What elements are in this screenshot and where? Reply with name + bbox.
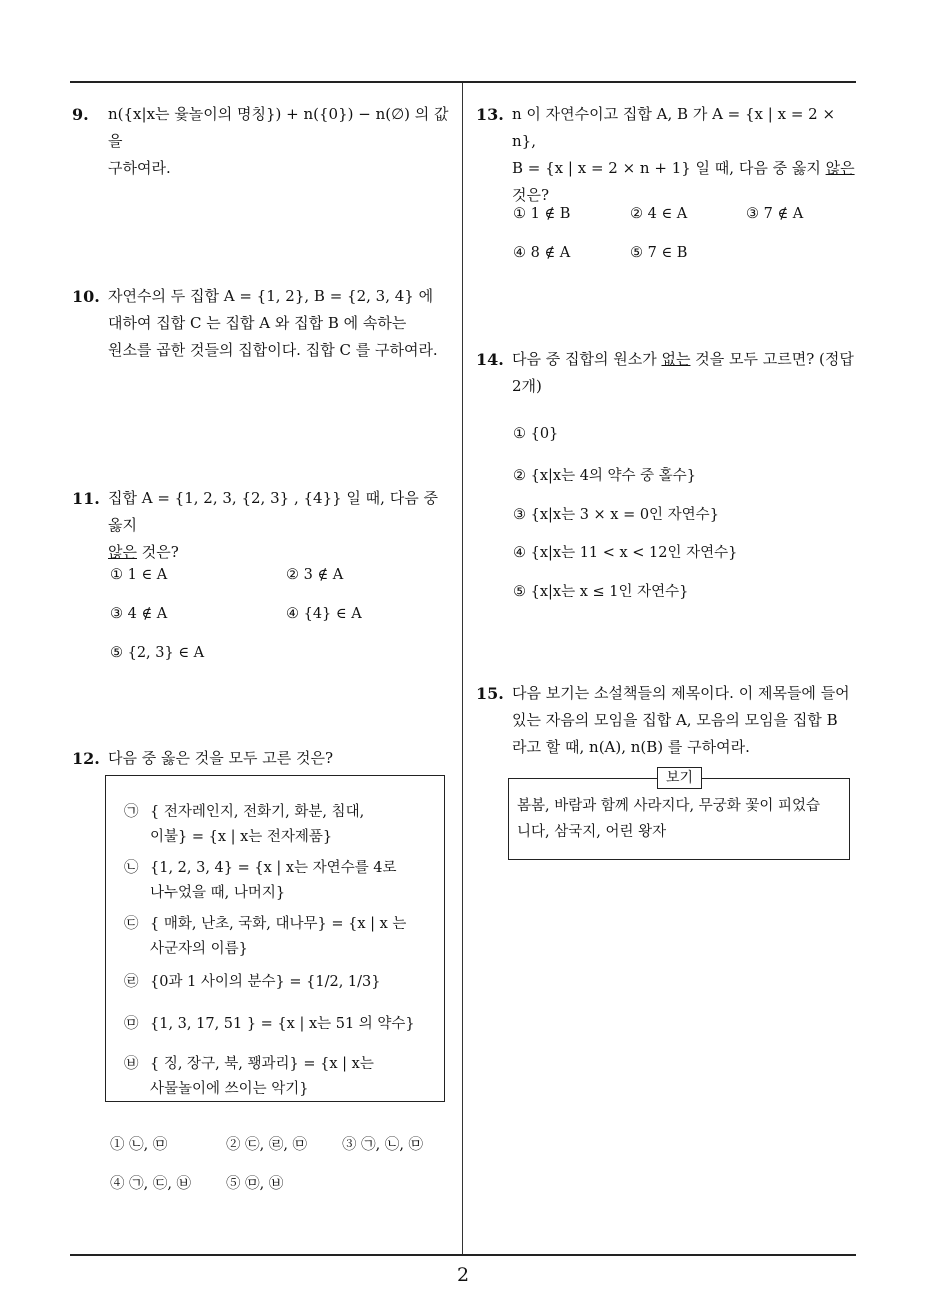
question-text-line: 집합 A = {1, 2, 3, {2, 3} , {4}} 일 때, 다음 중 옳지 — [108, 489, 438, 534]
top-rule — [70, 81, 856, 83]
question-text-line: 2개) — [512, 377, 542, 395]
question-9 — [72, 101, 457, 182]
q12-option-5[interactable]: ⑤ ㉤, ㉥ — [226, 1176, 284, 1192]
statement-mark: ㉤ — [124, 1016, 139, 1032]
question-text-line: 다음 중 옳은 것을 모두 고른 것은? — [108, 749, 334, 767]
question-text-line: 것은? — [512, 186, 550, 204]
page-number: 2 — [456, 1264, 470, 1286]
q12-option-4[interactable]: ④ ㉠, ㉢, ㉥ — [110, 1176, 192, 1192]
statement-line: { 전자레인지, 전화기, 화분, 침대, — [150, 804, 365, 820]
q13-option-5[interactable]: ⑤ 7 ∈ B — [630, 245, 688, 261]
question-number: 12. — [72, 749, 100, 768]
question-15 — [476, 680, 861, 761]
statement-mark: ㉢ — [124, 916, 139, 932]
statement-mark: ㉣ — [124, 974, 139, 990]
q13-option-4[interactable]: ④ 8 ∉ A — [513, 245, 571, 261]
statement-item — [124, 1052, 434, 1102]
question-number: 14. — [476, 350, 504, 369]
statement-item — [124, 856, 434, 906]
bogi-box — [508, 770, 850, 860]
statement-line: { 매화, 난초, 국화, 대나무} = {x | x 는 — [150, 916, 407, 932]
statement-line: { 징, 장구, 북, 꽹과리} = {x | x는 — [150, 1056, 374, 1072]
question-text-line: 원소를 곱한 것들의 집합이다. 집합 C 를 구하여라. — [108, 341, 438, 359]
statement-item — [124, 1012, 434, 1037]
q14-option-5[interactable]: ⑤ {x|x는 x ≤ 1인 자연수} — [513, 584, 689, 600]
q14-option-1[interactable]: ① {0} — [513, 426, 559, 442]
question-text-line — [512, 346, 861, 373]
question-text-line: 다음 보기는 소설책들의 제목이다. 이 제목들에 들어 — [512, 684, 850, 702]
question-11 — [72, 485, 457, 566]
statement-line: {1, 2, 3, 4} = {x | x는 자연수를 4로 — [150, 860, 397, 876]
statement-item — [124, 800, 434, 850]
q12-statement-box — [105, 775, 445, 1102]
bogi-line: 니다, 삼국지, 어린 왕자 — [517, 824, 667, 840]
underlined-word: 않은 — [825, 159, 855, 177]
statement-mark: ㉥ — [124, 1056, 139, 1072]
question-13 — [476, 101, 861, 209]
question-text-line: n 이 자연수이고 집합 A, B 가 A = {x | x = 2 × n}, — [512, 105, 836, 150]
bottom-rule — [70, 1254, 856, 1256]
question-number: 11. — [72, 489, 100, 508]
question-12 — [72, 745, 457, 772]
question-text-line: 대하여 집합 C 는 집합 A 와 집합 B 에 속하는 — [108, 314, 407, 332]
q14-option-3[interactable]: ③ {x|x는 3 × x = 0인 자연수} — [513, 507, 719, 523]
question-text-line — [512, 155, 861, 182]
q12-option-2[interactable]: ② ㉢, ㉣, ㉤ — [226, 1137, 308, 1153]
bogi-label: 보기 — [657, 767, 702, 789]
question-text-line: 있는 자음의 모임을 집합 A, 모음의 모임을 집합 B — [512, 711, 838, 729]
question-text-line: n({x|x는 윷놀이의 명칭}) + n({0}) − n(∅) 의 값을 — [108, 105, 449, 150]
statement-mark: ㉠ — [124, 804, 139, 820]
underlined-word: 없는 — [661, 350, 691, 368]
question-14 — [476, 346, 861, 400]
q13-option-3[interactable]: ③ 7 ∉ A — [746, 206, 804, 222]
question-number: 15. — [476, 684, 504, 703]
question-text-line: 라고 할 때, n(A), n(B) 를 구하여라. — [512, 738, 750, 756]
statement-line: {0과 1 사이의 분수} = {1/2, 1/3} — [150, 974, 381, 990]
statement-line: 사물놀이에 쓰이는 악기} — [150, 1081, 309, 1097]
question-text: 것을 모두 고르면? (정답 — [690, 350, 854, 368]
statement-mark: ㉡ — [124, 860, 139, 876]
statement-line: 나누었을 때, 나머지} — [150, 885, 286, 901]
statement-line: 사군자의 이름} — [150, 941, 248, 957]
statement-item — [124, 912, 434, 962]
q12-option-1[interactable]: ① ㉡, ㉤ — [110, 1137, 168, 1153]
question-number: 9. — [72, 105, 89, 124]
column-divider — [462, 83, 463, 1254]
q13-option-2[interactable]: ② 4 ∈ A — [630, 206, 688, 222]
question-10 — [72, 283, 457, 364]
q11-option-4[interactable]: ④ {4} ∈ A — [286, 606, 362, 622]
q14-option-2[interactable]: ② {x|x는 4의 약수 중 홀수} — [513, 468, 697, 484]
question-text: 것은? — [136, 543, 179, 561]
q14-option-4[interactable]: ④ {x|x는 11 < x < 12인 자연수} — [513, 545, 738, 561]
q11-option-1[interactable]: ① 1 ∈ A — [110, 567, 168, 583]
question-text: B = {x | x = 2 × n + 1} 일 때, 다음 중 옳지 — [512, 159, 826, 177]
q11-option-3[interactable]: ③ 4 ∉ A — [110, 606, 168, 622]
q13-option-1[interactable]: ① 1 ∉ B — [513, 206, 571, 222]
q11-option-5[interactable]: ⑤ {2, 3} ∈ A — [110, 645, 205, 661]
q12-option-3[interactable]: ③ ㉠, ㉡, ㉤ — [342, 1137, 424, 1153]
underlined-word: 않은 — [108, 543, 137, 561]
question-text-line — [108, 539, 457, 566]
q11-option-2[interactable]: ② 3 ∉ A — [286, 567, 344, 583]
statement-line: 이불} = {x | x는 전자제품} — [150, 829, 333, 845]
statement-line: {1, 3, 17, 51 } = {x | x는 51 의 약수} — [150, 1016, 415, 1032]
question-text-line: 자연수의 두 집합 A = {1, 2}, B = {2, 3, 4} 에 — [108, 287, 434, 305]
statement-item — [124, 970, 434, 995]
question-text-line: 구하여라. — [108, 159, 171, 177]
question-number: 10. — [72, 287, 100, 306]
question-text: 다음 중 집합의 원소가 — [512, 350, 662, 368]
bogi-line: 봄봄, 바람과 함께 사라지다, 무궁화 꽃이 피었습 — [517, 798, 821, 814]
question-number: 13. — [476, 105, 504, 124]
